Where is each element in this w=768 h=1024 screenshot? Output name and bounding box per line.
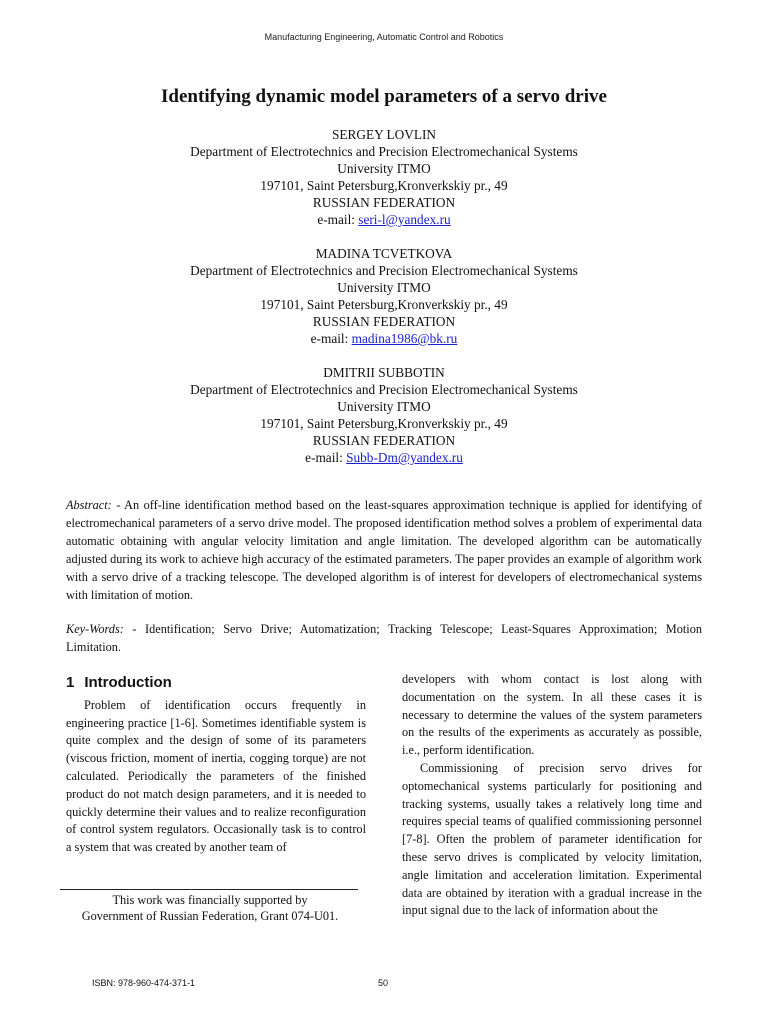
author-university: University ITMO (337, 280, 431, 295)
paragraph: developers with whom contact is lost along with documentation on the system. In all these cases it is necessary to determine the values of the system parameters on the results of the experiments as accurately as possible, i.e., perform identification. (402, 672, 702, 758)
author-address: 197101, Saint Petersburg,Kronverkskiy pr., 49 (260, 416, 508, 431)
author-block (0, 126, 768, 228)
email-label: e-mail: (310, 331, 352, 346)
footnote-line: Government of Russian Federation, Grant 074-U01. (81, 909, 339, 923)
section-number: 1 (66, 674, 75, 691)
author-department: Department of Electrotechnics and Precision Electromechanical Systems (190, 144, 578, 159)
author-email-link[interactable]: Subb-Dm@yandex.ru (346, 450, 463, 465)
abstract-text: - An off-line identification method based on the least-squares approximation technique is applied for identifying of electromechanical parameters of a servo drive model. The proposed identification method solves a problem of experimental data automatic obtaining with angular velocity limitation and angle limitation. The developed algorithm can be automatically adjusted during its work to achieve high accuracy of the estimated parameters. The paper provides an example of algorithm work with a servo drive of a tracking telescope. The developed algorithm is of interest for developers of electromechanical systems with limitation of motion. (66, 498, 702, 602)
paragraph: Commissioning of precision servo drives for optomechanical systems particularly for positioning and tracking systems, usually takes a relatively long time and requires special teams of qualified commissioning personnel [7-8]. Often the problem of parameter identification for these servo drives is complicated by velocity limitation, angle limitation and acceleration limitation. Experimental data are obtained by iteration with a gradual increase in the input signal due to the lack of information about the (402, 760, 702, 918)
author-block (0, 245, 768, 347)
author-university: University ITMO (337, 161, 431, 176)
section-title: Introduction (84, 674, 172, 691)
email-label: e-mail: (317, 212, 359, 227)
footnote (54, 892, 366, 924)
keywords-label: Key-Words: (66, 622, 124, 636)
author-email-link[interactable]: seri-l@yandex.ru (358, 212, 451, 227)
page-number: 50 (378, 978, 389, 988)
author-email-line (0, 449, 768, 466)
author-department: Department of Electrotechnics and Precision Electromechanical Systems (190, 263, 578, 278)
author-department: Department of Electrotechnics and Precision Electromechanical Systems (190, 382, 578, 397)
paper-title: Identifying dynamic model parameters of a servo drive (161, 86, 607, 107)
keywords-text: - Identification; Servo Drive; Automatization; Tracking Telescope; Least-Squares Approximation; Motion Limitation. (66, 622, 702, 654)
email-label: e-mail: (305, 450, 347, 465)
author-list (0, 126, 768, 483)
author-address: 197101, Saint Petersburg,Kronverkskiy pr., 49 (260, 178, 508, 193)
abstract-label: Abstract: (66, 498, 112, 512)
section-heading (66, 674, 366, 692)
isbn: ISBN: 978-960-474-371-1 (92, 978, 196, 988)
footnote-divider (60, 889, 358, 890)
left-column (66, 671, 366, 857)
author-email-link[interactable]: madina1986@bk.ru (351, 331, 458, 346)
footnote-line: This work was financially supported by (112, 893, 308, 907)
abstract (66, 496, 702, 604)
keywords (66, 620, 702, 656)
author-block (0, 364, 768, 466)
paragraph: Problem of identification occurs frequently in engineering practice [1-6]. Sometimes identifiable system is quite complex and the design of some of its parameters (viscous friction, moment of inertia, cogging torque) are not calculated. Periodically the parameters of the finished product do not match design parameters, and it is needed to quickly determine their values and to realize reconfiguration of control system regulators. Occasionally task is to control a system that was created by another team of (66, 697, 366, 855)
author-university: University ITMO (337, 399, 431, 414)
author-email-line (0, 330, 768, 347)
author-address: 197101, Saint Petersburg,Kronverkskiy pr., 49 (260, 297, 508, 312)
author-country: RUSSIAN FEDERATION (312, 433, 456, 448)
running-head: Manufacturing Engineering, Automatic Control and Robotics (264, 32, 504, 42)
author-country: RUSSIAN FEDERATION (312, 314, 456, 329)
author-name: MADINA TCVETKOVA (315, 246, 453, 261)
author-country: RUSSIAN FEDERATION (312, 195, 456, 210)
author-name: DMITRII SUBBOTIN (323, 365, 445, 380)
author-name: SERGEY LOVLIN (331, 127, 437, 142)
right-column (402, 671, 702, 920)
author-email-line (0, 211, 768, 228)
